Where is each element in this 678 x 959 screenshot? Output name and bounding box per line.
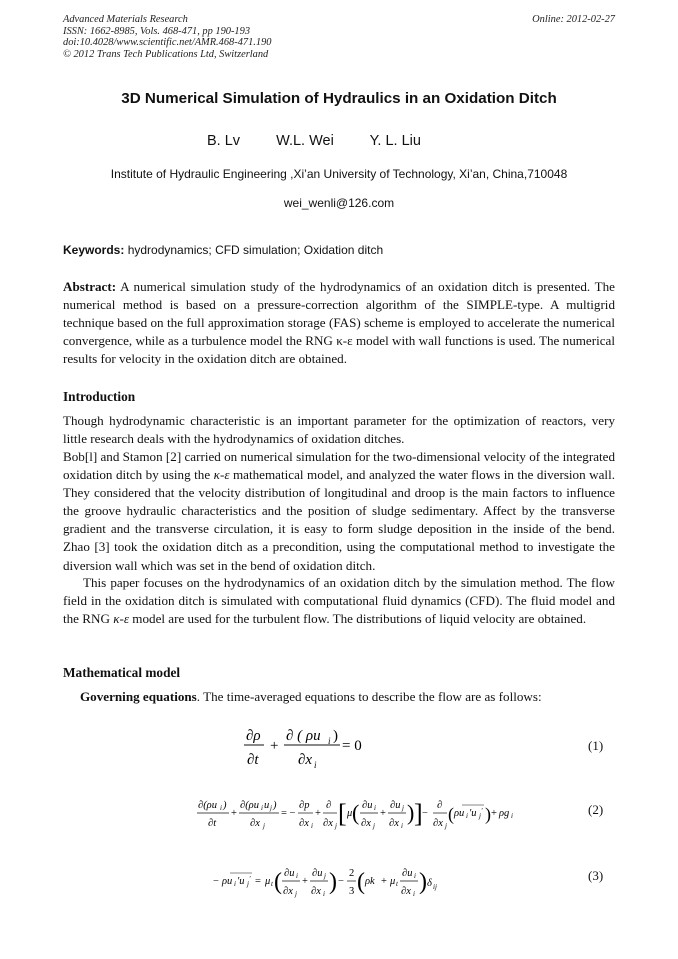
svg-text:∂x: ∂x: [389, 818, 399, 829]
subheading-label: Governing equations: [80, 689, 197, 704]
svg-text:i: i: [328, 736, 331, 746]
author: Y. L. Liu: [369, 133, 421, 149]
affiliation: Institute of Hydraulic Engineering ,Xi’an University of Technology, Xi’an, China,710048: [110, 167, 568, 181]
svg-text:∂: ∂: [437, 800, 443, 811]
svg-text:): ): [419, 869, 427, 895]
svg-text:∂x: ∂x: [298, 752, 313, 768]
copyright: © 2012 Trans Tech Publications Ltd, Switzerland: [63, 48, 269, 60]
svg-text:∂(ρu: ∂(ρu: [198, 800, 217, 811]
svg-text:−: −: [338, 876, 344, 887]
section-heading-math-model: Mathematical model: [63, 665, 181, 680]
abstract-label: Abstract:: [63, 279, 117, 294]
keywords-text: hydrodynamics; CFD simulation; Oxidation ditch: [124, 243, 384, 257]
svg-text:+: +: [380, 808, 386, 819]
svg-text:′: ′: [249, 875, 251, 883]
governing-equations-intro: Governing equations. The time-averaged equations to describe the flow are as follows:: [80, 689, 542, 704]
svg-text:+: +: [491, 808, 497, 819]
svg-text:i: i: [323, 890, 325, 898]
svg-text:i: i: [311, 822, 313, 830]
svg-text:j: j: [402, 804, 404, 812]
intro-paragraph-1: Though hydrodynamic characteristic is an important parameter for the optimization of reactors, very little research deals with the hydrodynamics of oxidation ditches.: [63, 413, 615, 447]
svg-text:∂x: ∂x: [401, 886, 411, 897]
svg-text:t: t: [271, 880, 273, 888]
svg-text:′u: ′u: [237, 876, 245, 887]
svg-text:−: −: [422, 808, 428, 819]
intro-paragraph-2: Bob[l] and Stamon [2] carried on numerical simulation for the two-dimensional velocity of the integrated oxidation ditch by using the κ-ε mathematical model, and analyzed the water flows in the diversion wall. They considered that the velocity distribution of longitudinal and droop is the main factors to influence the groove hydraulic characteristics and the position of sludge sedimentary. Affect by the transverse gradient and the transverse circulation, it is easy to form sludge deposition in the inside of the bend. Zhao [3] took the oxidation ditch as a precondition, using the computational method to investigate the diversion wall which was set in the bend of oxidation ditch.: [63, 449, 615, 573]
svg-text:j: j: [295, 890, 297, 898]
svg-text:i: i: [413, 890, 415, 898]
svg-text:j: j: [479, 812, 481, 820]
equation-number: (2): [588, 802, 604, 817]
svg-text:i: i: [414, 872, 416, 880]
equation-1: [244, 728, 362, 770]
svg-text:i: i: [374, 804, 376, 812]
svg-text:+: +: [315, 808, 321, 819]
model-symbol: κ-ε: [213, 467, 230, 483]
svg-text:ρk: ρk: [365, 876, 375, 887]
online-date: Online: 2012-02-27: [532, 14, 615, 25]
svg-text:δ: δ: [427, 878, 432, 889]
svg-text:]: ]: [414, 799, 423, 828]
svg-text:∂t: ∂t: [247, 752, 259, 768]
svg-text:ρu: ρu: [454, 808, 465, 819]
svg-text:j: j: [335, 822, 337, 830]
svg-text:∂x: ∂x: [283, 886, 293, 897]
keywords-label: Keywords:: [63, 243, 125, 257]
svg-text:): ): [485, 804, 491, 824]
equation-3: [213, 868, 437, 898]
svg-text:∂u: ∂u: [402, 868, 413, 879]
journal-name: Advanced Materials Research: [63, 14, 188, 25]
svg-text:∂x: ∂x: [361, 818, 371, 829]
svg-text:′u: ′u: [469, 808, 477, 819]
svg-text:i: i: [401, 822, 403, 830]
svg-text:ij: ij: [433, 883, 437, 891]
svg-text:∂u: ∂u: [312, 868, 323, 879]
svg-text:): ): [273, 800, 277, 811]
svg-text:): ): [333, 728, 338, 744]
svg-text:∂u: ∂u: [362, 800, 373, 811]
svg-text:ρu: ρu: [222, 876, 233, 887]
equation-2: [197, 799, 513, 830]
svg-text:i: i: [234, 880, 236, 888]
svg-text:−: −: [213, 876, 219, 887]
svg-text:∂ρ: ∂ρ: [246, 728, 261, 744]
doi: doi:10.4028/www.scientific.net/AMR.468-471.190: [63, 37, 272, 48]
svg-text:j: j: [324, 872, 326, 880]
model-symbol: κ-ε: [113, 611, 130, 627]
svg-text:= −: = −: [281, 808, 296, 819]
svg-text:): ): [407, 800, 415, 825]
svg-text:+: +: [270, 738, 279, 754]
svg-text:= 0: = 0: [342, 738, 362, 754]
svg-text:[: [: [338, 799, 347, 828]
abstract-text: A numerical simulation study of the hydrodynamics of an oxidation ditch is presented. The numerical method is based on a pressure-correction algorithm of the SIMPLE-type. A multigrid technique based on the full approximation storage (FAS) scheme is employed to accelerate the numerical convergence, while as a turbulence model the RNG κ-ε model with wall functions is used. The numerical results for velocity in the oxidation ditch are obtained.: [63, 279, 615, 367]
svg-text:i: i: [261, 804, 263, 812]
svg-text:u: u: [264, 800, 270, 811]
issn: ISSN: 1662-8985, Vols. 468-471, pp 190-193: [63, 25, 251, 37]
svg-text:=: =: [255, 876, 261, 887]
svg-text:∂p: ∂p: [299, 800, 310, 811]
svg-text:(: (: [274, 869, 282, 895]
svg-text:∂u: ∂u: [284, 868, 295, 879]
svg-text:∂x: ∂x: [433, 818, 443, 829]
svg-text:μ: μ: [347, 808, 353, 819]
svg-text:j: j: [445, 822, 447, 830]
svg-text:(: (: [352, 800, 360, 825]
svg-text:t: t: [396, 880, 398, 888]
section-heading-introduction: Introduction: [63, 389, 136, 404]
svg-text:∂t: ∂t: [208, 818, 217, 829]
svg-text:∂x: ∂x: [250, 818, 260, 829]
author: W.L. Wei: [276, 133, 334, 149]
author: B. Lv: [207, 133, 241, 149]
svg-text:i: i: [296, 872, 298, 880]
svg-text:μ: μ: [390, 876, 396, 887]
svg-text:∂ ( ρu: ∂ ( ρu: [286, 728, 321, 744]
svg-text:3: 3: [349, 886, 355, 897]
svg-text:i: i: [466, 812, 468, 820]
intro-paragraph-3: This paper focuses on the hydrodynamics of an oxidation ditch by the simulation method. The flow field in the oxidation ditch is simulated with computational fluid dynamics (CFD). The fluid model and the RNG κ-ε model are used for the turbulent flow. The distributions of liquid velocity are obtained.: [63, 575, 615, 627]
svg-text:j: j: [270, 804, 272, 812]
svg-text:j: j: [263, 822, 265, 830]
svg-text:2: 2: [349, 868, 355, 879]
svg-text:ρg: ρg: [499, 808, 510, 819]
svg-text:(: (: [448, 804, 454, 824]
svg-text:i: i: [220, 804, 222, 812]
svg-text:(: (: [357, 869, 365, 895]
svg-text:): ): [329, 869, 337, 895]
svg-text:j: j: [247, 880, 249, 888]
svg-text:∂x: ∂x: [299, 818, 309, 829]
svg-text:+: +: [231, 808, 237, 819]
svg-text:∂u: ∂u: [390, 800, 401, 811]
svg-text:i: i: [314, 760, 317, 770]
svg-text:′: ′: [481, 807, 483, 815]
equation-number: (1): [588, 738, 604, 753]
svg-text:+: +: [381, 876, 387, 887]
svg-text:∂(ρu: ∂(ρu: [240, 800, 259, 811]
svg-text:i: i: [511, 812, 513, 820]
svg-text:μ: μ: [265, 876, 271, 887]
svg-text:j: j: [373, 822, 375, 830]
svg-text:+: +: [302, 876, 308, 887]
svg-text:∂x: ∂x: [323, 818, 333, 829]
paper-title: 3D Numerical Simulation of Hydraulics in an Oxidation Ditch: [121, 90, 557, 107]
svg-text:): ): [223, 800, 227, 811]
svg-text:∂: ∂: [326, 800, 332, 811]
svg-text:∂x: ∂x: [311, 886, 321, 897]
email-address[interactable]: wei_wenli@126.com: [283, 196, 395, 210]
equation-number: (3): [588, 868, 604, 883]
